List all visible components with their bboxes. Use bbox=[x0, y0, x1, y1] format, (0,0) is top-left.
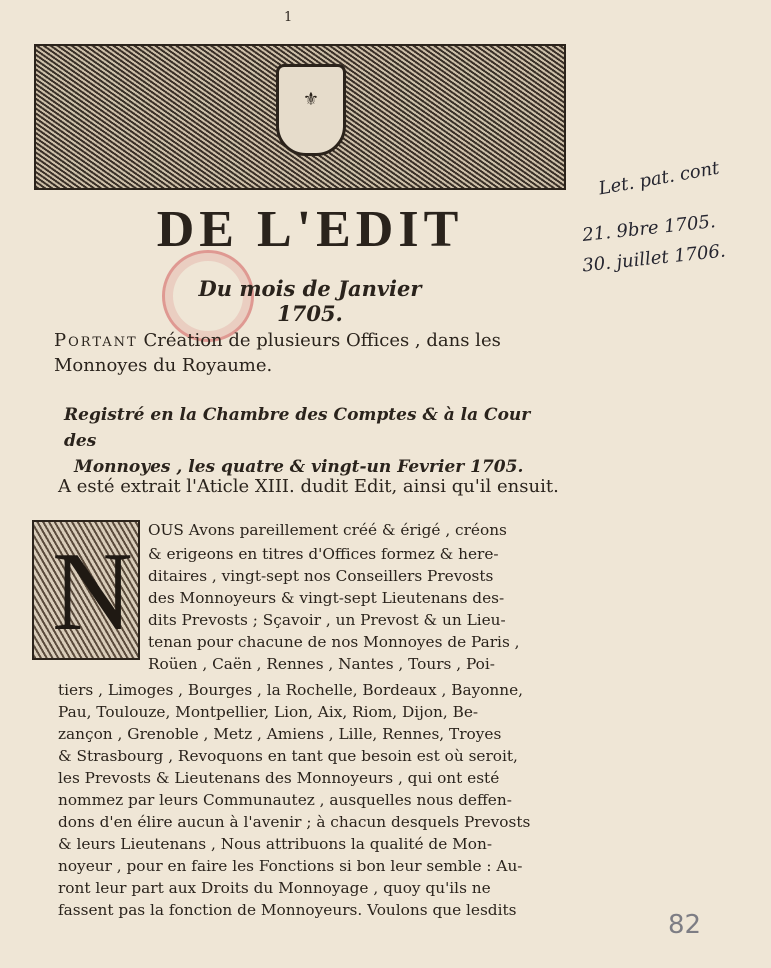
body-line: dons d'en élire aucun à l'avenir ; à chacun desquels Prevosts bbox=[58, 813, 531, 831]
registre-paragraph bbox=[64, 402, 564, 480]
page-number: 1 bbox=[284, 10, 293, 25]
registre-line2: Monnoyes , les quatre & vingt-un Fevrier 1705. bbox=[74, 457, 524, 477]
royal-crest-icon: ⚜ bbox=[276, 64, 346, 156]
body-line: ditaires , vingt-sept nos Conseillers Prevosts bbox=[148, 567, 494, 585]
portant-paragraph bbox=[54, 328, 564, 378]
body-line: tiers , Limoges , Bourges , la Rochelle, Bordeaux , Bayonne, bbox=[58, 681, 524, 699]
body-line: noyeur , pour en faire les Fonctions si bon leur semble : Au- bbox=[58, 857, 523, 875]
folio-number: 82 bbox=[668, 910, 702, 940]
body-line: & erigeons en titres d'Offices formez & here- bbox=[148, 545, 499, 563]
initial-letter-text: N bbox=[52, 530, 133, 654]
ornamental-headpiece bbox=[34, 44, 566, 190]
registre-line1: Registré en la Chambre des Comptes & à la Cour des bbox=[64, 405, 531, 451]
body-line: zançon , Grenoble , Metz , Amiens , Lille, Rennes, Troyes bbox=[58, 725, 502, 743]
handwritten-annotation-1: Let. pat. cont bbox=[597, 157, 721, 200]
body-line: tenan pour chacune de nos Monnoyes de Paris , bbox=[148, 633, 520, 651]
handwritten-annotation-3: 30. juillet 1706. bbox=[581, 240, 727, 277]
portant-line2: Monnoyes du Royaume. bbox=[54, 355, 273, 376]
body-line: OUS Avons pareillement créé & érigé , créons bbox=[148, 521, 507, 539]
decorated-initial bbox=[32, 520, 140, 660]
handwritten-annotation-2: 21. 9bre 1705. bbox=[581, 211, 717, 246]
body-line: & Strasbourg , Revoquons en tant que besoin est où seroit, bbox=[58, 747, 518, 765]
body-line: dits Prevosts ; Sçavoir , un Prevost & un Lieu- bbox=[148, 611, 506, 629]
document-title: DE L'EDIT bbox=[156, 201, 464, 258]
body-line: les Prevosts & Lieutenans des Monnoyeurs , qui ont esté bbox=[58, 769, 500, 787]
body-line: nommez par leurs Communautez , ausquelles nous deffen- bbox=[58, 791, 512, 809]
body-line: ront leur part aux Droits du Monnoyage , quoy qu'ils ne bbox=[58, 879, 491, 897]
body-line: des Monnoyeurs & vingt-sept Lieutenans des- bbox=[148, 589, 505, 607]
body-line: Roüen , Caën , Rennes , Nantes , Tours , Poi- bbox=[148, 655, 495, 673]
body-line: Pau, Toulouze, Montpellier, Lion, Aix, Riom, Dijon, Be- bbox=[58, 703, 479, 721]
extrait-line: A esté extrait l'Aticle XIII. dudit Edit, ainsi qu'il ensuit. bbox=[58, 476, 559, 497]
document-subtitle: Du mois de Janvier 1705. bbox=[198, 276, 422, 326]
portant-lead: Portant bbox=[54, 330, 138, 351]
portant-rest: Création de plusieurs Offices , dans les bbox=[143, 330, 501, 351]
body-line: fassent pas la fonction de Monnoyeurs. Voulons que lesdits bbox=[58, 901, 517, 919]
body-line: & leurs Lieutenans , Nous attribuons la qualité de Mon- bbox=[58, 835, 492, 853]
